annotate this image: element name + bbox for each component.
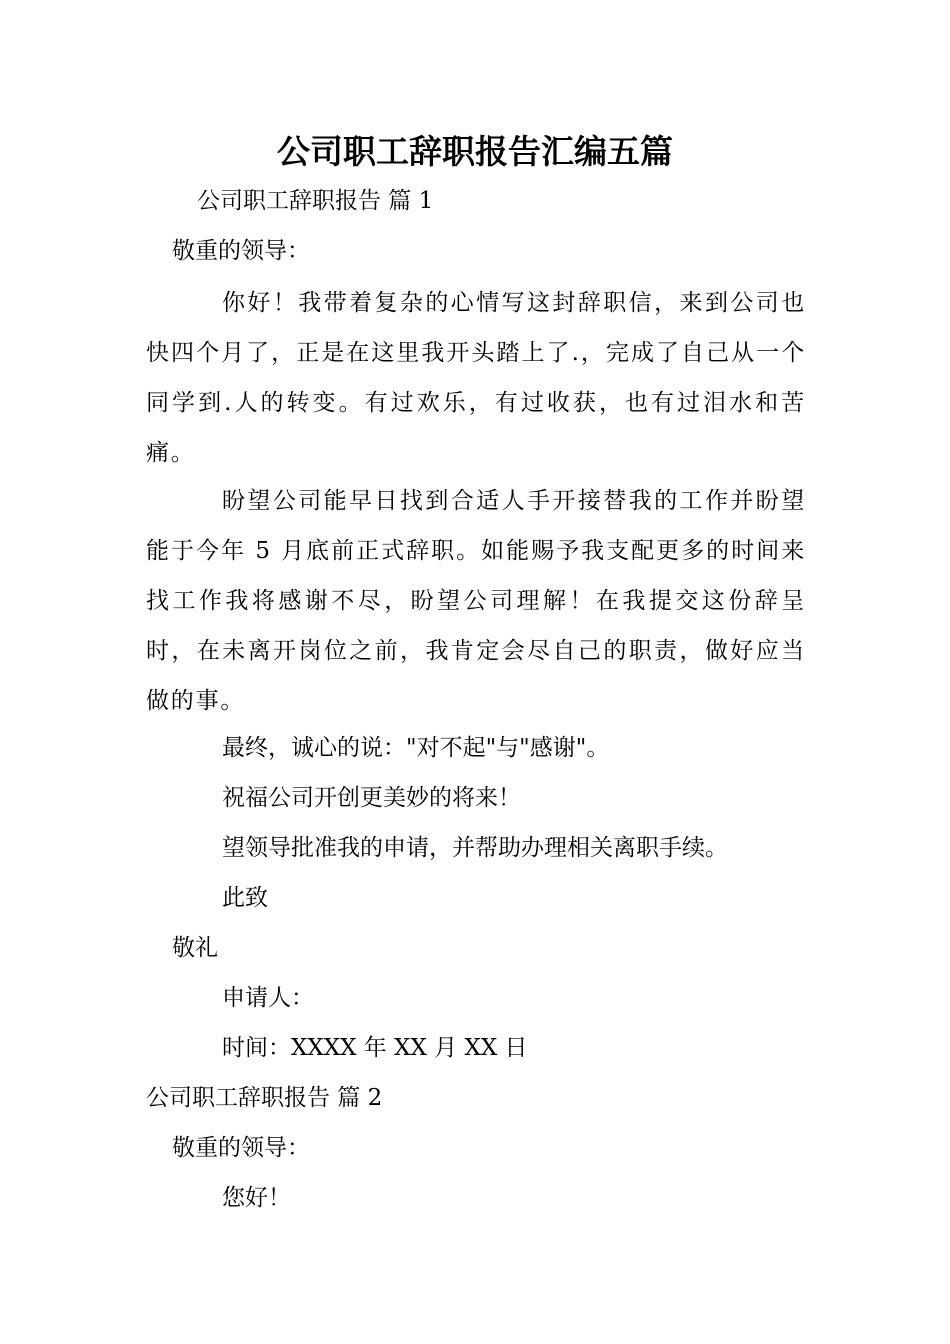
closing-jingli: 敬礼 [172, 935, 218, 961]
closing-line-request: 望领导批准我的申请，并帮助办理相关离职手续。 [222, 835, 728, 861]
applicant-line: 申请人： [222, 985, 314, 1011]
section-2-heading: 公司职工辞职报告 篇 2 [146, 1085, 383, 1111]
section-1-salutation: 敬重的领导： [172, 238, 310, 264]
document-title: 公司职工辞职报告汇编五篇 [277, 132, 673, 171]
section-1-paragraph-2: 盼望公司能早日找到合适人手开接替我的工作并盼望能于今年 5 月底前正式辞职。如能赐予我支配更多的时间来找工作我将感谢不尽，盼望公司理解！在我提交这份辞呈时，在未离开岗位之前，我肯定会尽自己的职责，做好应当做的事。 [146, 488, 806, 714]
section-2-salutation: 敬重的领导： [172, 1135, 310, 1161]
date-line: 时间：XXXX 年 XX 月 XX 日 [222, 1035, 528, 1061]
closing-cizhi: 此致 [222, 885, 268, 911]
closing-line-finally: 最终，诚心的说："对不起"与"感谢"。 [222, 735, 610, 761]
section-1-paragraph-1: 你好！我带着复杂的心情写这封辞职信，来到公司也快四个月了，正是在这里我开头踏上了.，完成了自己从一个同学到.人的转变。有过欢乐，有过收获，也有过泪水和苦痛。 [146, 290, 806, 466]
section-2-greeting: 您好！ [222, 1185, 291, 1211]
section-1-heading: 公司职工辞职报告 篇 1 [197, 188, 434, 214]
closing-line-wish: 祝福公司开创更美妙的将来！ [222, 785, 521, 811]
